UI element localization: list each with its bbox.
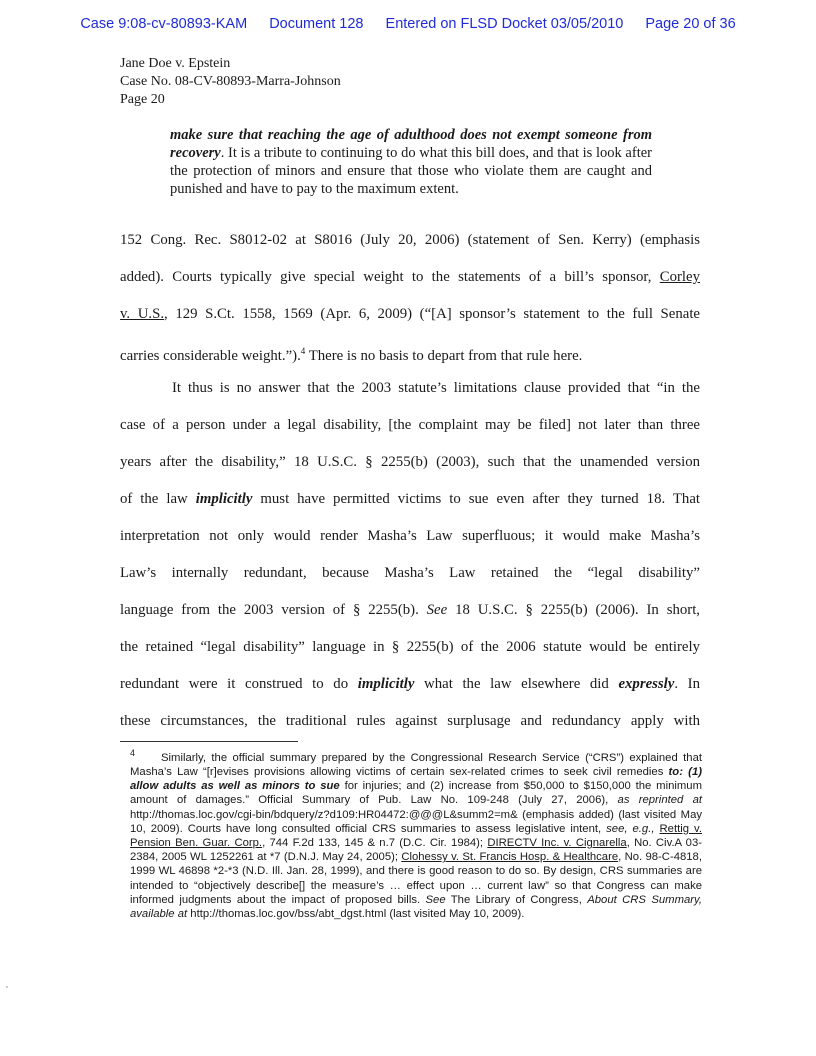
text: what the law elsewhere did: [414, 676, 619, 692]
text: The Library of Congress,: [445, 893, 588, 906]
header-caption: Jane Doe v. Epstein: [120, 56, 231, 71]
case-link-directv: DIRECTV Inc. v. Cignarella: [487, 836, 627, 849]
body-line: [120, 267, 700, 304]
emphasis: About CRS Summary, available at: [130, 893, 702, 920]
header-page-number: Page 20: [120, 92, 165, 107]
body-line: [120, 563, 700, 600]
page-header: [120, 55, 341, 109]
text: It thus is no answer that the 2003 statute’s limitations clause provided that “in the: [172, 380, 700, 396]
text: redundant were it construed to do: [120, 676, 358, 692]
text: the retained “legal disability” language in § 2255(b) of the 2006 statute would be entirely: [120, 639, 700, 655]
body-text: [120, 230, 700, 748]
text: Law’s internally redundant, because Masha’s Law retained the “legal disability”: [120, 565, 700, 581]
emphasis: to: (1) allow adults as well as minors to sue: [130, 765, 702, 793]
body-line: [120, 341, 700, 378]
emphasis: implicitly: [357, 676, 415, 692]
text: of the law: [120, 491, 196, 507]
body-line: [120, 526, 700, 563]
body-line: [120, 230, 700, 267]
text: 18 U.S.C. § 2255(b) (2006). In short,: [447, 602, 700, 618]
text: added). Courts typically give special weight to the statements of a bill’s sponsor,: [120, 269, 660, 285]
quote-emphasis: make sure that reaching the age of adulthood does not exempt someone from recovery: [170, 127, 652, 161]
case-link-corley: Corley: [659, 269, 700, 285]
body-line: [120, 711, 700, 748]
emphasis: as reprinted at: [617, 794, 702, 807]
banner-case: Case 9:08-cv-80893-KAM: [80, 16, 248, 32]
body-line: [120, 637, 700, 674]
text: http://thomas.loc.gov/bss/abt_dgst.html (last visited May 10, 2009).: [187, 908, 525, 920]
text: 152 Cong. Rec. S8012-02 at S8016 (July 20, 2006) (statement of Sen. Kerry) (emphasis: [120, 232, 700, 248]
banner-page: Page 20 of 36: [645, 16, 736, 32]
footnote-ref: 4: [300, 346, 306, 356]
text: interpretation not only would render Masha’s Law superfluous; it would make Masha’s: [120, 528, 700, 544]
text: , No. Civ.A 03-2384, 2005 WL 1252261 at *7 (D.N.J. May 24, 2005);: [130, 836, 703, 864]
signal-see: See: [426, 602, 448, 618]
text: carries considerable weight.”).: [120, 347, 301, 364]
text: , 744 F.2d 133, 145 & n.7 (D.C. Cir. 1984);: [262, 836, 488, 849]
body-line: [120, 600, 700, 637]
text: , No. 98-C-4818, 1999 WL 46898 *2-*3 (N.D. Ill. Jan. 28, 1999), and there is good reason to do so. By design, CRS summaries are intended to “objectively describe[] the measure’s … effect upon … current law” so that Congress can make informed judgments about the impact of proposed bills.: [130, 851, 702, 906]
body-line: [120, 304, 700, 341]
text: these circumstances, the traditional rules against surplusage and redundancy apply with: [120, 713, 700, 729]
text: case of a person under a legal disability, [the complaint may be filed] not later than three: [120, 417, 700, 433]
banner-document: Document 128: [269, 16, 364, 32]
text: language from the 2003 version of § 2255(b).: [120, 602, 427, 618]
footnote-4: [130, 746, 702, 921]
emphasis: see, e.g.,: [606, 822, 655, 835]
scan-speck: [6, 986, 8, 988]
body-line: [120, 489, 700, 526]
body-line: [120, 378, 700, 415]
banner-entered: Entered on FLSD Docket 03/05/2010: [385, 16, 624, 32]
text: must have permitted victims to sue even after they turned 18. That: [252, 491, 700, 507]
emphasis: expressly: [618, 676, 675, 692]
emphasis: implicitly: [195, 491, 253, 507]
body-line: [120, 674, 700, 711]
text: for injuries; and (2) increase from $50,000 to $150,000 the minimum amount of damages.” Official Summary of Pub. Law No. 109-248 (July 27, 2006),: [130, 780, 702, 807]
body-line: [120, 452, 700, 489]
footnote-number: 4: [130, 748, 136, 758]
text: http://thomas.loc.gov/cgi-bin/bdquery/z?d109:HR04472:@@@L&summ2=m& (emphasis added) (last visited May 10, 2009). Courts have long consulted official CRS summaries to assess legislative intent,: [130, 808, 702, 835]
case-link-rettig: Rettig v. Pension Ben. Guar. Corp.: [130, 822, 702, 849]
footnote-divider: [120, 741, 298, 742]
case-link-us: v. U.S.: [120, 306, 165, 322]
text: . In: [674, 676, 700, 692]
text: Similarly, the official summary prepared by the Congressional Research Service (“CRS”) explained that Masha’s Law “[r]evises provisions allowing victims of certain sex-related crimes to seek civil remedies: [130, 751, 702, 778]
quote-text: . It is a tribute to continuing to do what this bill does, and that is look after the protection of minors and ensure that those who violate them are caught and punished and have to pay to the maximum extent.: [170, 145, 652, 197]
text: years after the disability,” 18 U.S.C. § 2255(b) (2003), such that the unamended version: [120, 454, 700, 470]
body-line: [120, 415, 700, 452]
signal-see: See: [425, 893, 446, 906]
header-case-number: Case No. 08-CV-80893-Marra-Johnson: [120, 74, 341, 89]
block-quote: [170, 126, 652, 198]
text: , 129 S.Ct. 1558, 1569 (Apr. 6, 2009) (“[A] sponsor’s statement to the full Senate: [164, 306, 700, 322]
case-link-clohessy: Clohessy v. St. Francis Hosp. & Healthcare: [401, 851, 619, 864]
docket-banner: [0, 16, 816, 32]
text: There is no basis to depart from that rule here.: [305, 347, 583, 364]
